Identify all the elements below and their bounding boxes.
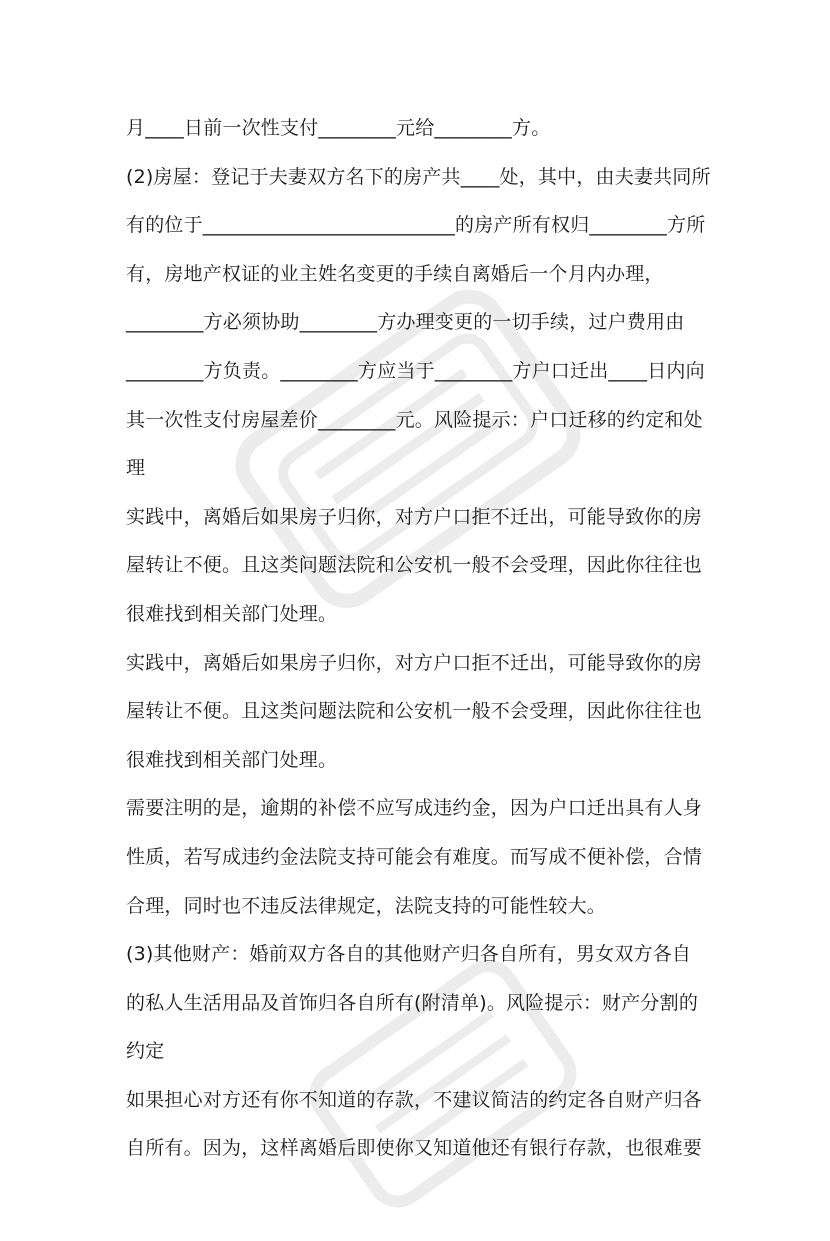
text-line: 月____日前一次性支付________元给________方。 <box>126 117 551 139</box>
text-line: ________方负责。________方应当于________方户口迁出____日内向 <box>126 359 705 382</box>
text-line: 自所有。因为，这样离婚后即使你又知道他还有银行存款，也很难要 <box>126 1137 703 1160</box>
text-line: 性质，若写成违约金法院支持可能会有难度。而写成不便补偿，合情 <box>126 845 703 868</box>
text-line: 很难找到相关部门处理。 <box>126 602 338 625</box>
text-line: ________方必须协助________方办理变更的一切手续，过户费用由 <box>126 311 685 334</box>
text-line: 约定 <box>126 1040 165 1063</box>
text-line: 实践中，离婚后如果房子归你，对方户口拒不迁出，可能导致你的房 <box>126 505 703 528</box>
document-body <box>126 104 714 1173</box>
text-line: (3)其他财产：婚前双方各自的其他财产归各自所有，男女双方各自 <box>126 943 692 966</box>
text-line: 其一次性支付房屋差价________元。风险提示：户口迁移的约定和处 <box>126 408 703 431</box>
text-line: 有的位于__________________________的房产所有权归________方所 <box>126 214 706 237</box>
text-line: 屋转让不便。且这类问题法院和公安机一般不会受理，因此你往往也 <box>126 554 703 577</box>
text-line: 实践中，离婚后如果房子归你，对方户口拒不迁出，可能导致你的房 <box>126 651 703 674</box>
text-line: 很难找到相关部门处理。 <box>126 748 338 771</box>
text-line: 有，房地产权证的业主姓名变更的手续自离婚后一个月内办理， <box>126 262 664 285</box>
text-line: 理 <box>126 457 146 480</box>
text-line: 需要注明的是，逾期的补偿不应写成违约金，因为户口迁出具有人身 <box>126 797 703 820</box>
text-line: 如果担心对方还有你不知道的存款，不建议简洁的约定各自财产归各 <box>126 1088 703 1111</box>
text-line: 屋转让不便。且这类问题法院和公安机一般不会受理，因此你往往也 <box>126 700 703 723</box>
text-line: 合理，同时也不违反法律规定，法院支持的可能性较大。 <box>126 894 607 917</box>
text-line: (2)房屋：登记于夫妻双方名下的房产共____处，其中，由夫妻共同所 <box>126 165 711 188</box>
text-line: 的私人生活用品及首饰归各自所有(附清单)。风险提示：财产分割的 <box>126 991 699 1014</box>
